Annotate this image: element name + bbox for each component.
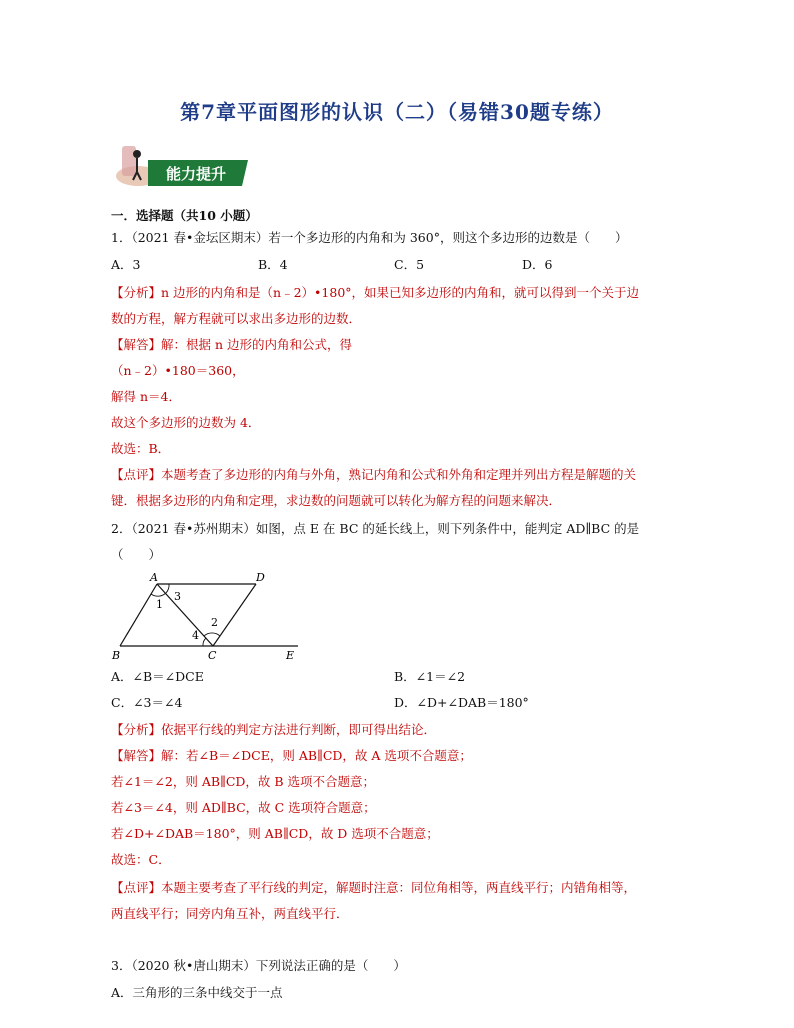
label-c: C <box>208 649 217 662</box>
q2-solution-line-2: 若∠1＝∠2，则 AB∥CD，故 B 选项不合题意； <box>111 774 376 789</box>
comment-tag: 【点评】 <box>111 467 162 482</box>
figure-head-icon <box>133 150 141 158</box>
solution-tag: 【解答】 <box>111 337 162 352</box>
analysis-tag: 【分析】 <box>111 285 162 300</box>
angle-2-arc <box>204 633 220 636</box>
label-d: D <box>256 571 265 584</box>
q3-option-a: A．三角形的三条中线交于一点 <box>111 985 283 1000</box>
label-e: E <box>286 649 295 662</box>
banner-label: 能力提升 <box>165 165 227 183</box>
label-angle-4: 4 <box>192 629 199 642</box>
q2-solution-line-1 <box>111 746 472 766</box>
parallelogram-figure <box>110 568 305 662</box>
comment-tag: 【点评】 <box>111 880 162 895</box>
label-angle-3: 3 <box>174 590 181 603</box>
q2-stem-line-2: （ ） <box>111 547 162 562</box>
q2-comment-line-1 <box>111 878 636 898</box>
q1-solution-line-4: 故这个多边形的边数为 4． <box>111 415 261 430</box>
comment-text: 本题主要考查了平行线的判定，解题时注意：同位角相等，两直线平行；内错角相等， <box>161 880 637 895</box>
section-header: 一．选择题（共10 小题） <box>111 208 258 223</box>
q1-solution-line-1 <box>111 335 352 355</box>
solution-text: 解：根据 n 边形的内角和公式，得 <box>161 337 353 352</box>
q1-option-b: B．4 <box>258 257 288 272</box>
comment-text: 本题考查了多边形的内角与外角，熟记内角和公式和外角和定理并列出方程是解题的关 <box>161 467 637 482</box>
label-angle-1: 1 <box>156 598 163 611</box>
analysis-text: n 边形的内角和是（n﹣2）•180°，如果已知多边形的内角和，就可以得到一个关于边 <box>161 285 640 300</box>
q2-option-b: B．∠1＝∠2 <box>394 669 466 684</box>
segment-dc <box>213 584 256 646</box>
solution-text: 解：若∠B＝∠DCE，则 AB∥CD，故 A 选项不合题意； <box>161 748 472 763</box>
solution-tag: 【解答】 <box>111 748 162 763</box>
q1-comment-line-2: 键．根据多边形的内角和定理，求边数的问题就可以转化为解方程的问题来解决． <box>111 493 562 508</box>
q1-option-c: C．5 <box>394 257 425 272</box>
q1-choice: 故选：B． <box>111 441 171 456</box>
q2-choice: 故选：C． <box>111 852 171 867</box>
label-b: B <box>112 649 121 662</box>
q2-comment-line-2: 两直线平行；同旁内角互补，两直线平行． <box>111 906 349 921</box>
q1-comment-line-1 <box>111 465 636 485</box>
label-angle-2: 2 <box>211 616 218 629</box>
q2-solution-line-4: 若∠D+∠DAB＝180°，则 AB∥CD，故 D 选项不合题意； <box>111 826 439 841</box>
q2-option-a: A．∠B＝∠DCE <box>111 669 204 684</box>
label-a: A <box>150 571 158 584</box>
q1-option-a: A．3 <box>111 257 141 272</box>
q2-solution-line-3: 若∠3＝∠4，则 AD∥BC，故 C 选项符合题意； <box>111 800 376 815</box>
q1-analysis-line-1 <box>111 283 639 303</box>
segment-ab <box>120 584 157 646</box>
decorative-figure <box>122 146 136 176</box>
section-banner <box>110 140 250 192</box>
analysis-text: 依据平行线的判定方法进行判断，即可得出结论． <box>161 722 437 737</box>
q3-stem: 3．（2020 秋•唐山期末）下列说法正确的是（ ） <box>111 958 406 973</box>
analysis-tag: 【分析】 <box>111 722 162 737</box>
q1-solution-line-2: （n﹣2）•180＝360， <box>111 363 245 378</box>
angle-3-arc <box>166 584 169 593</box>
document-title: 第7章平面图形的认识（二）（易错30题专练） <box>180 100 614 124</box>
q1-stem: 1．（2021 春•金坛区期末）若一个多边形的内角和为 360°，则这个多边形的边数是（ ） <box>111 230 628 245</box>
q2-option-c: C．∠3＝∠4 <box>111 695 183 710</box>
q1-solution-line-3: 解得 n＝4． <box>111 389 181 404</box>
q1-analysis-line-2: 数的方程，解方程就可以求出多边形的边数． <box>111 311 362 326</box>
angle-4-arc <box>203 638 206 646</box>
q2-option-d: D．∠D+∠DAB＝180° <box>394 695 529 710</box>
angle-1-arc <box>151 593 166 596</box>
q1-option-d: D．6 <box>522 257 553 272</box>
q2-analysis-line-1 <box>111 720 436 740</box>
q2-stem-line-1: 2．（2021 春•苏州期末）如图，点 E 在 BC 的延长线上，则下列条件中，能判定 AD∥BC 的是 <box>111 521 640 536</box>
